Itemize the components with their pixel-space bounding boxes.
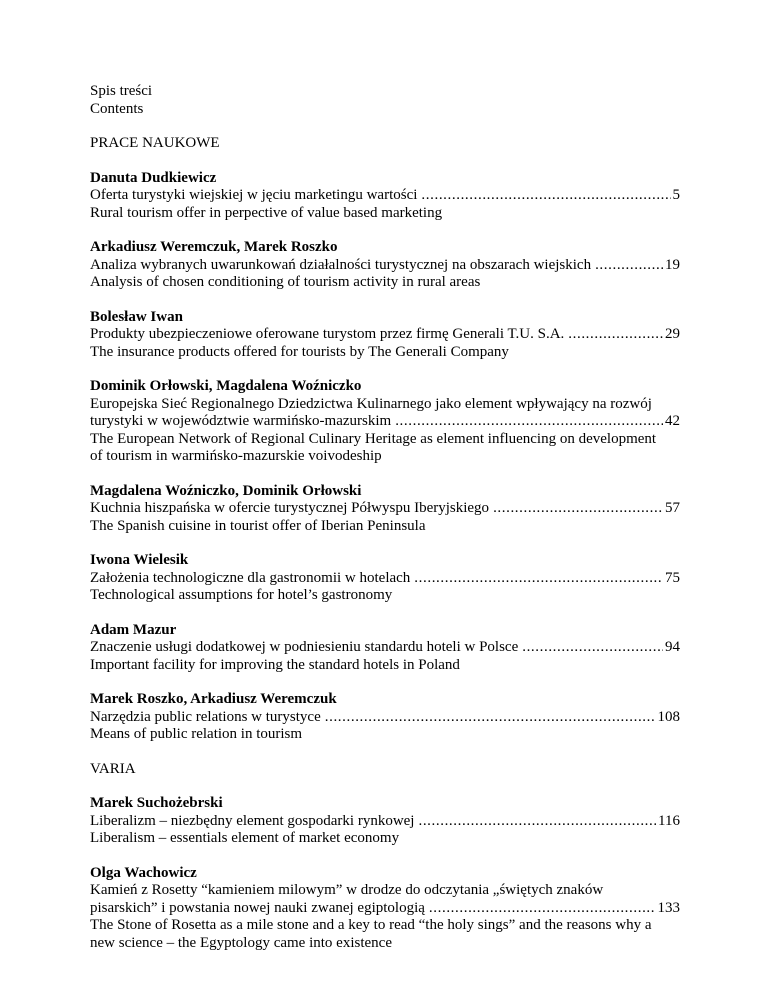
entry-title-english: The insurance products offered for tourists by The Generali Company [90, 343, 509, 360]
dot-leader [325, 709, 656, 727]
entry-page-number: 108 [657, 708, 680, 725]
entry-title-polish-continued: pisarskich” i powstania nowej nauki zwanej egiptologią [90, 899, 425, 916]
entry-title-line[interactable] [90, 900, 680, 918]
entry-title-line[interactable] [90, 639, 680, 657]
entry-page-number: 133 [657, 899, 680, 916]
entry-authors: Iwona Wielesik [90, 552, 189, 568]
entry-title-english: The Spanish cuisine in tourist offer of Iberian Peninsula [90, 517, 426, 534]
entry-page-number: 5 [672, 187, 680, 203]
entry-title-polish: Kamień z Rosetty “kamieniem milowym” w drodze do odczytania „świętych znaków [90, 882, 604, 898]
section-title-varia: VARIA [90, 760, 136, 777]
entry-authors: Olga Wachowicz [90, 864, 197, 881]
entry-authors: Bolesław Iwan [90, 308, 183, 325]
toc-entry [90, 691, 680, 744]
dot-leader [414, 570, 663, 588]
entry-title-line[interactable] [90, 187, 680, 205]
entry-title-english: The European Network of Regional Culinary Heritage as element influencing on development [90, 430, 657, 447]
toc-entry [90, 795, 680, 848]
entry-page-number: 19 [665, 256, 680, 273]
dot-leader [429, 900, 656, 918]
toc-entry [90, 622, 680, 675]
entry-title-polish-continued: turystyki w województwie warmińsko-mazurskim [90, 413, 392, 429]
entry-title-line[interactable] [90, 500, 680, 518]
entry-page-number: 57 [665, 500, 680, 516]
entry-authors: Danuta Dudkiewicz [90, 169, 217, 186]
entry-title-polish: Liberalizm – niezbędny element gospodarki rynkowej [90, 812, 415, 829]
entry-title-polish: Produkty ubezpieczeniowe oferowane turystom przez firmę Generali T.U. S.A. [90, 326, 565, 342]
toc-entry [90, 552, 680, 605]
entry-title-polish: Znaczenie usługi dodatkowej w podniesieniu standardu hoteli w Polsce [90, 639, 519, 655]
entry-authors: Arkadiusz Weremczuk, Marek Roszko [90, 239, 338, 255]
dot-leader [493, 500, 663, 518]
entry-title-english: Important facility for improving the standard hotels in Poland [90, 656, 460, 673]
toc-entry [90, 378, 680, 466]
entry-page-number: 94 [665, 639, 680, 655]
entry-title-polish: Analiza wybranych uwarunkowań działalności turystycznej na obszarach wiejskich [90, 256, 592, 273]
entry-title-line[interactable] [90, 257, 680, 275]
entry-title-polish: Narzędzia public relations w turystyce [90, 708, 321, 725]
entry-title-line[interactable] [90, 709, 680, 727]
table-of-contents [90, 83, 680, 969]
entry-title-english: Rural tourism offer in perpective of value based marketing [90, 204, 443, 221]
entry-title-line[interactable] [90, 413, 680, 431]
entry-title-english: The Stone of Rosetta as a mile stone and a key to read “the holy sings” and the reasons why a [90, 917, 652, 933]
entry-page-number: 116 [658, 812, 680, 829]
section-title-prace-naukowe: PRACE NAUKOWE [90, 135, 220, 151]
entry-title-line[interactable] [90, 813, 680, 831]
entry-authors: Dominik Orłowski, Magdalena Woźniczko [90, 378, 362, 394]
entry-page-number: 42 [665, 413, 680, 429]
entry-title-english: Means of public relation in tourism [90, 726, 303, 742]
entry-authors: Marek Suchożebrski [90, 795, 223, 811]
dot-leader [568, 326, 663, 344]
entry-title-english: Analysis of chosen conditioning of tourism activity in rural areas [90, 274, 481, 290]
entry-title-polish: Europejska Sieć Regionalnego Dziedzictwa Kulinarnego jako element wpływający na rozwój [90, 395, 652, 412]
toc-entry [90, 309, 680, 362]
entry-title-polish: Założenia technologiczne dla gastronomii w hotelach [90, 569, 411, 586]
entry-title-line[interactable] [90, 326, 680, 344]
entry-title-polish: Oferta turystyki wiejskiej w jęciu marketingu wartości [90, 187, 418, 203]
dot-leader [421, 187, 670, 205]
entry-title-english: Technological assumptions for hotel’s gastronomy [90, 587, 393, 603]
entry-title-english: Liberalism – essentials element of market economy [90, 830, 400, 846]
toc-entry [90, 170, 680, 223]
dot-leader [395, 413, 663, 431]
entry-title-line[interactable] [90, 570, 680, 588]
toc-entry [90, 483, 680, 536]
toc-entry [90, 865, 680, 953]
contents-heading [90, 83, 680, 118]
entry-authors: Marek Roszko, Arkadiusz Weremczuk [90, 691, 337, 707]
entry-page-number: 75 [665, 569, 680, 586]
entry-authors: Adam Mazur [90, 621, 177, 638]
entry-authors: Magdalena Woźniczko, Dominik Orłowski [90, 482, 362, 499]
toc-entry [90, 239, 680, 292]
entry-title-polish: Kuchnia hiszpańska w ofercie turystycznej Półwyspu Iberyjskiego [90, 500, 490, 516]
dot-leader [418, 813, 656, 831]
dot-leader [522, 639, 663, 657]
entry-page-number: 29 [665, 326, 680, 342]
entry-title-english-continued: of tourism in warmińsko-mazurskie voivodeship [90, 448, 382, 464]
title-polish: Spis treści [90, 83, 153, 99]
dot-leader [595, 257, 663, 275]
title-english: Contents [90, 100, 144, 117]
entry-title-english-continued: new science – the Egyptology came into existence [90, 934, 392, 951]
